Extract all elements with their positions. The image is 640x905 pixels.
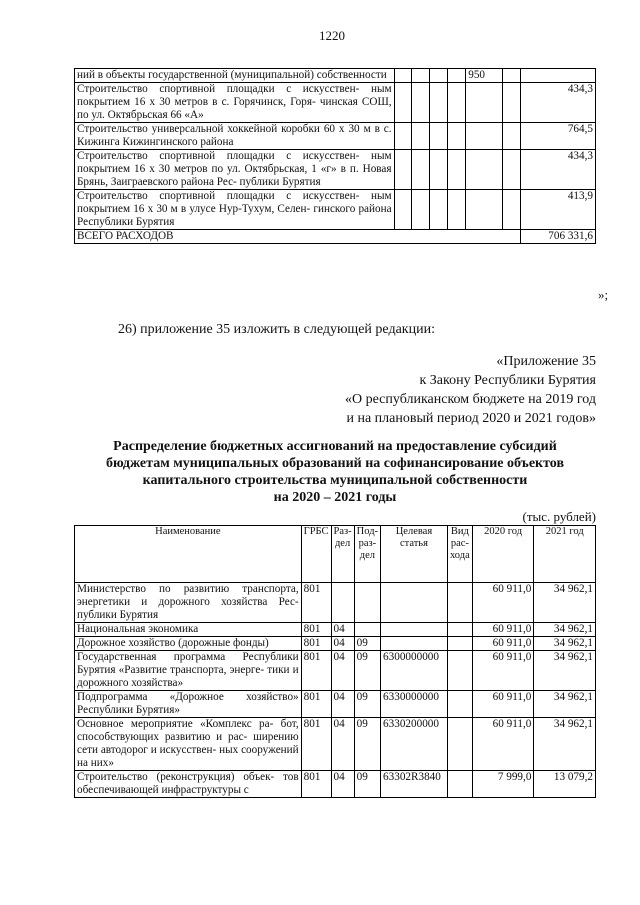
row-pr: 09 bbox=[354, 771, 380, 798]
table-row bbox=[75, 623, 596, 637]
row-rz: 04 bbox=[331, 691, 354, 718]
row-value: 764,5 bbox=[521, 123, 596, 150]
title-line: Распределение бюджетных ассигнований на предоставление субсидий bbox=[113, 439, 557, 454]
row-name: Подпрограмма «Дорожное хозяйство» Республики Бурятия» bbox=[75, 691, 302, 718]
appendix-header bbox=[345, 352, 596, 428]
row-name: Дорожное хозяйство (дорожные фонды) bbox=[75, 637, 302, 651]
row-grbs: 801 bbox=[301, 771, 331, 798]
row-text: Строительство спортивной площадки с искусствен- ным покрытием 16 х 30 метров в с. Горячинск, Горя- чинская СОШ, по ул. Октябрьская 66 «А» bbox=[75, 83, 395, 123]
row-2020: 60 911,0 bbox=[472, 583, 534, 623]
col-cs-header: Целевая статья bbox=[381, 526, 448, 583]
row-2020: 60 911,0 bbox=[472, 718, 534, 771]
row-2021: 34 962,1 bbox=[534, 651, 596, 691]
paragraph-26: 26) приложение 35 изложить в следующей редакции: bbox=[118, 322, 435, 337]
row-name: Основное мероприятие «Комплекс ра- бот, способствующих развитию и рас- ширению сети автодорог и искусствен- ных сооружений на них» bbox=[75, 718, 302, 771]
row-cs: 63302R3840 bbox=[381, 771, 448, 798]
title-line: бюджетам муниципальных образований на софинансирование объектов bbox=[105, 456, 565, 471]
row-vr bbox=[447, 718, 472, 771]
col-2020-header: 2020 год bbox=[472, 526, 534, 583]
row-name: Государственная программа Республики Бурятия «Развитие транспорта, энерге- тики и дорожного хозяйства» bbox=[75, 651, 302, 691]
row-value: 434,3 bbox=[521, 150, 596, 190]
row-grbs: 801 bbox=[301, 651, 331, 691]
table-row bbox=[75, 69, 596, 83]
table-row bbox=[75, 150, 596, 190]
row-text: Строительство универсальной хоккейной коробки 60 х 30 м в с. Кижинга Кижингинского района bbox=[75, 123, 395, 150]
appendix-line: «Приложение 35 bbox=[496, 354, 596, 369]
col-vr-header: Вид рас- хода bbox=[447, 526, 472, 583]
title-line: капитального строительства муниципальной собственности bbox=[142, 473, 528, 488]
row-grbs: 801 bbox=[301, 637, 331, 651]
row-2021: 13 079,2 bbox=[534, 771, 596, 798]
row-cs: 6300000000 bbox=[381, 651, 448, 691]
row-cs: 6330200000 bbox=[381, 718, 448, 771]
row-name: Строительство (реконструкция) объек- тов обеспечивающей инфраструктуры с bbox=[75, 771, 302, 798]
document-title bbox=[74, 438, 596, 506]
row-rz: 04 bbox=[331, 771, 354, 798]
total-label: ВСЕГО РАСХОДОВ bbox=[75, 230, 521, 244]
row-2020: 60 911,0 bbox=[472, 623, 534, 637]
appendix-line: «О республиканском бюджете на 2019 год bbox=[345, 392, 596, 407]
table-row bbox=[75, 190, 596, 230]
row-rz: 04 bbox=[331, 651, 354, 691]
row-pr: 09 bbox=[354, 718, 380, 771]
header-row bbox=[75, 526, 596, 583]
row-grbs: 801 bbox=[301, 583, 331, 623]
row-vr bbox=[447, 623, 472, 637]
row-rz: 04 bbox=[331, 718, 354, 771]
col-podrazdel-header: Под- раз- дел bbox=[354, 526, 380, 583]
row-grbs: 801 bbox=[301, 691, 331, 718]
total-row bbox=[75, 230, 596, 244]
row-vr bbox=[447, 691, 472, 718]
row-pr: 09 bbox=[354, 637, 380, 651]
table-row bbox=[75, 123, 596, 150]
row-vr bbox=[447, 651, 472, 691]
row-vr bbox=[447, 637, 472, 651]
table-row bbox=[75, 718, 596, 771]
col-grbs-header: ГРБС bbox=[301, 526, 331, 583]
row-pr bbox=[354, 583, 380, 623]
row-name: Министерство по развитию транспорта, энергетики и дорожного хозяйства Рес- публики Бурятия bbox=[75, 583, 302, 623]
total-value: 706 331,6 bbox=[521, 230, 596, 244]
row-mid-value: 950 bbox=[466, 69, 503, 83]
title-line: на 2020 – 2021 годы bbox=[273, 490, 397, 505]
row-2020: 7 999,0 bbox=[472, 771, 534, 798]
page-number: 1220 bbox=[319, 28, 345, 43]
row-2021: 34 962,1 bbox=[534, 623, 596, 637]
row-pr bbox=[354, 623, 380, 637]
row-rz: 04 bbox=[331, 637, 354, 651]
row-2021: 34 962,1 bbox=[534, 718, 596, 771]
table-row bbox=[75, 691, 596, 718]
table-row bbox=[75, 83, 596, 123]
appendix-line: и на плановый период 2020 и 2021 годов» bbox=[346, 411, 596, 426]
row-cs bbox=[381, 583, 448, 623]
row-2021: 34 962,1 bbox=[534, 583, 596, 623]
unit-label: (тыс. рублей) bbox=[522, 509, 596, 524]
row-2021: 34 962,1 bbox=[534, 691, 596, 718]
row-pr: 09 bbox=[354, 691, 380, 718]
row-cs bbox=[381, 623, 448, 637]
table-row bbox=[75, 637, 596, 651]
closing-quote: »; bbox=[598, 287, 609, 302]
row-name: Национальная экономика bbox=[75, 623, 302, 637]
row-2020: 60 911,0 bbox=[472, 651, 534, 691]
row-2020: 60 911,0 bbox=[472, 691, 534, 718]
row-2021: 34 962,1 bbox=[534, 637, 596, 651]
row-grbs: 801 bbox=[301, 718, 331, 771]
table-row bbox=[75, 771, 596, 798]
row-text: Строительство спортивной площадки с искусствен- ным покрытием 16 х 30 м в улусе Нур-Тухум, Селен- гинского района Республики Бурятия bbox=[75, 190, 395, 230]
col-name-header: Наименование bbox=[75, 526, 302, 583]
table-row bbox=[75, 651, 596, 691]
row-value: 434,3 bbox=[521, 83, 596, 123]
row-value bbox=[521, 69, 596, 83]
table-row bbox=[75, 583, 596, 623]
col-razdel-header: Раз- дел bbox=[331, 526, 354, 583]
row-text: Строительство спортивной площадки с искусствен- ным покрытием 16 х 30 метров по ул. Октябрьская, 1 «г» в п. Новая Брянь, Заиграевского района Рес- публики Бурятия bbox=[75, 150, 395, 190]
row-cs bbox=[381, 637, 448, 651]
row-cs: 6330000000 bbox=[381, 691, 448, 718]
row-text: ний в объекты государственной (муниципальной) собственности bbox=[75, 69, 395, 83]
row-2020: 60 911,0 bbox=[472, 637, 534, 651]
row-pr: 09 bbox=[354, 651, 380, 691]
row-value: 413,9 bbox=[521, 190, 596, 230]
row-rz bbox=[331, 583, 354, 623]
row-vr bbox=[447, 583, 472, 623]
col-2021-header: 2021 год bbox=[534, 526, 596, 583]
continuation-table bbox=[74, 68, 596, 244]
row-rz: 04 bbox=[331, 623, 354, 637]
row-grbs: 801 bbox=[301, 623, 331, 637]
appendix-line: к Закону Республики Бурятия bbox=[419, 373, 596, 388]
allocation-table bbox=[74, 525, 596, 798]
row-vr bbox=[447, 771, 472, 798]
